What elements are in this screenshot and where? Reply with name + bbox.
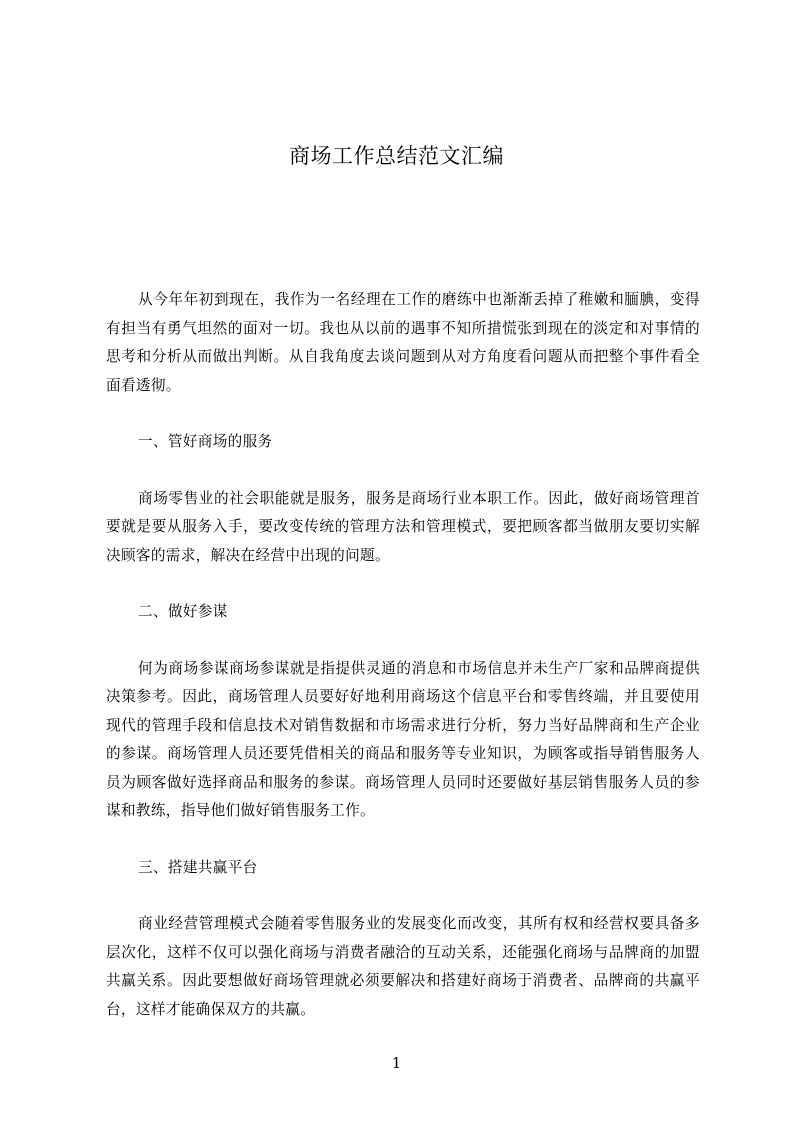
section-heading-1: 一、管好商场的服务 bbox=[138, 433, 273, 450]
section-heading-2: 二、做好参谋 bbox=[138, 603, 228, 620]
spacer bbox=[106, 570, 700, 598]
spacer bbox=[106, 627, 700, 655]
section-heading-3: 三、搭建共赢平台 bbox=[138, 858, 258, 876]
spacer bbox=[106, 882, 700, 910]
page-number: 1 bbox=[391, 1054, 402, 1072]
spacer bbox=[106, 457, 700, 485]
section-paragraph-1: 商场零售业的社会职能就是服务，服务是商场行业本职工作。因此，做好商场管理首要就是要从服务入手，要改变传统的管理方法和管理模式，要把顾客都当做朋友要切实解决顾客的需求，解决在经营中出现的问题。 bbox=[106, 489, 700, 564]
intro-paragraph: 从今年年初到现在，我作为一名经理在工作的磨练中也渐渐丢掉了稚嫩和腼腆，变得有担当有勇气坦然的面对一切。我也从以前的遇事不知所措慌张到现在的淡定和对事情的思考和分析从而做出判断。从自我角度去谈问题到从对方角度看问题从而把整个事件看全面看透彻。 bbox=[106, 291, 700, 394]
document-title: 商场工作总结范文汇编 bbox=[289, 144, 504, 168]
document-body bbox=[106, 286, 700, 1024]
section-paragraph-3: 商业经营管理模式会随着零售服务业的发展变化而改变，其所有权和经营权要具备多层次化，这样不仅可以强化商场与消费者融洽的互动关系，还能强化商场与品牌商的加盟共赢关系。因此要想做好商场管理就必须要解决和搭建好商场于消费者、品牌商的共赢平台，这样才能确保双方的共赢。 bbox=[106, 915, 700, 1018]
spacer bbox=[106, 400, 700, 428]
spacer bbox=[106, 826, 700, 854]
section-paragraph-2: 何为商场参谋商场参谋就是指提供灵通的消息和市场信息并未生产厂家和品牌商提供决策参考。因此，商场管理人员要好好地利用商场这个信息平台和零售终端，并且要使用现代的管理手段和信息技术对销售数据和市场需求进行分析，努力当好品牌商和生产企业的参谋。商场管理人员还要凭借相关的商品和服务等专业知识，为顾客或指导销售服务人员为顾客做好选择商品和服务的参谋。商场管理人员同时还要做好基层销售服务人员的参谋和教练，指导他们做好销售服务工作。 bbox=[106, 659, 700, 819]
